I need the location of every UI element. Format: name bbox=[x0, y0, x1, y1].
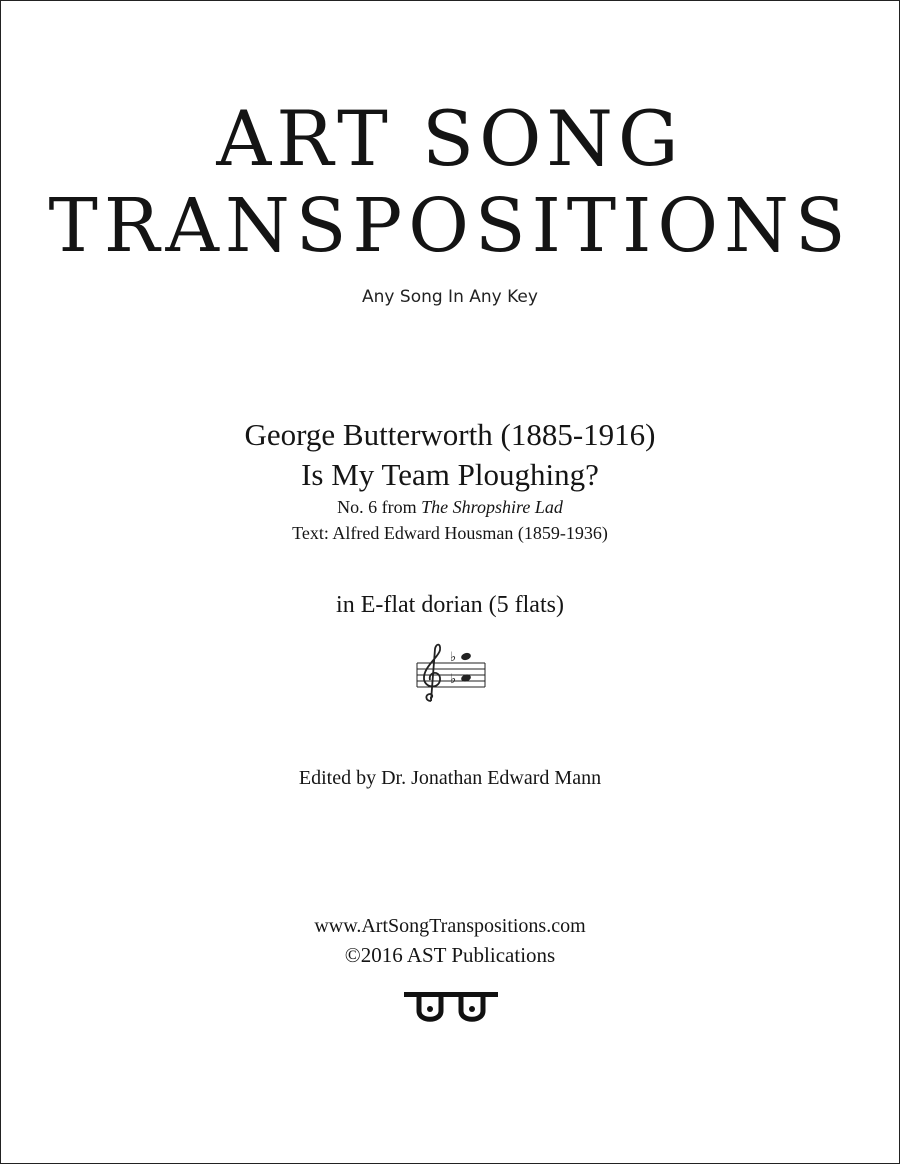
brand-tagline: Any Song In Any Key bbox=[362, 287, 538, 307]
brand-title-line2: TRANSPOSITIONS bbox=[48, 183, 852, 269]
collection-line bbox=[1, 497, 899, 518]
ast-logo-icon bbox=[401, 989, 501, 1029]
composer-name: George Butterworth (1885-1916) bbox=[244, 417, 656, 452]
key-signature-label: in E-flat dorian (5 flats) bbox=[336, 592, 564, 618]
treble-clef-range-icon bbox=[409, 637, 491, 707]
brand-title-line1: ART SONG bbox=[216, 94, 684, 183]
song-title: Is My Team Ploughing? bbox=[301, 457, 599, 492]
editor-credit: Edited by Dr. Jonathan Edward Mann bbox=[298, 767, 602, 789]
text-credit: Text: Alfred Edward Housman (1859-1936) bbox=[292, 523, 608, 543]
website-link[interactable]: www.ArtSongTranspositions.com bbox=[314, 915, 586, 937]
collection-prefix: No. 6 from bbox=[337, 497, 422, 517]
svg-text:♭: ♭ bbox=[450, 672, 457, 687]
collection-title: The Shropshire Lad bbox=[421, 497, 563, 517]
svg-text:♭: ♭ bbox=[450, 650, 457, 665]
copyright-notice: ©2016 AST Publications bbox=[344, 943, 556, 967]
